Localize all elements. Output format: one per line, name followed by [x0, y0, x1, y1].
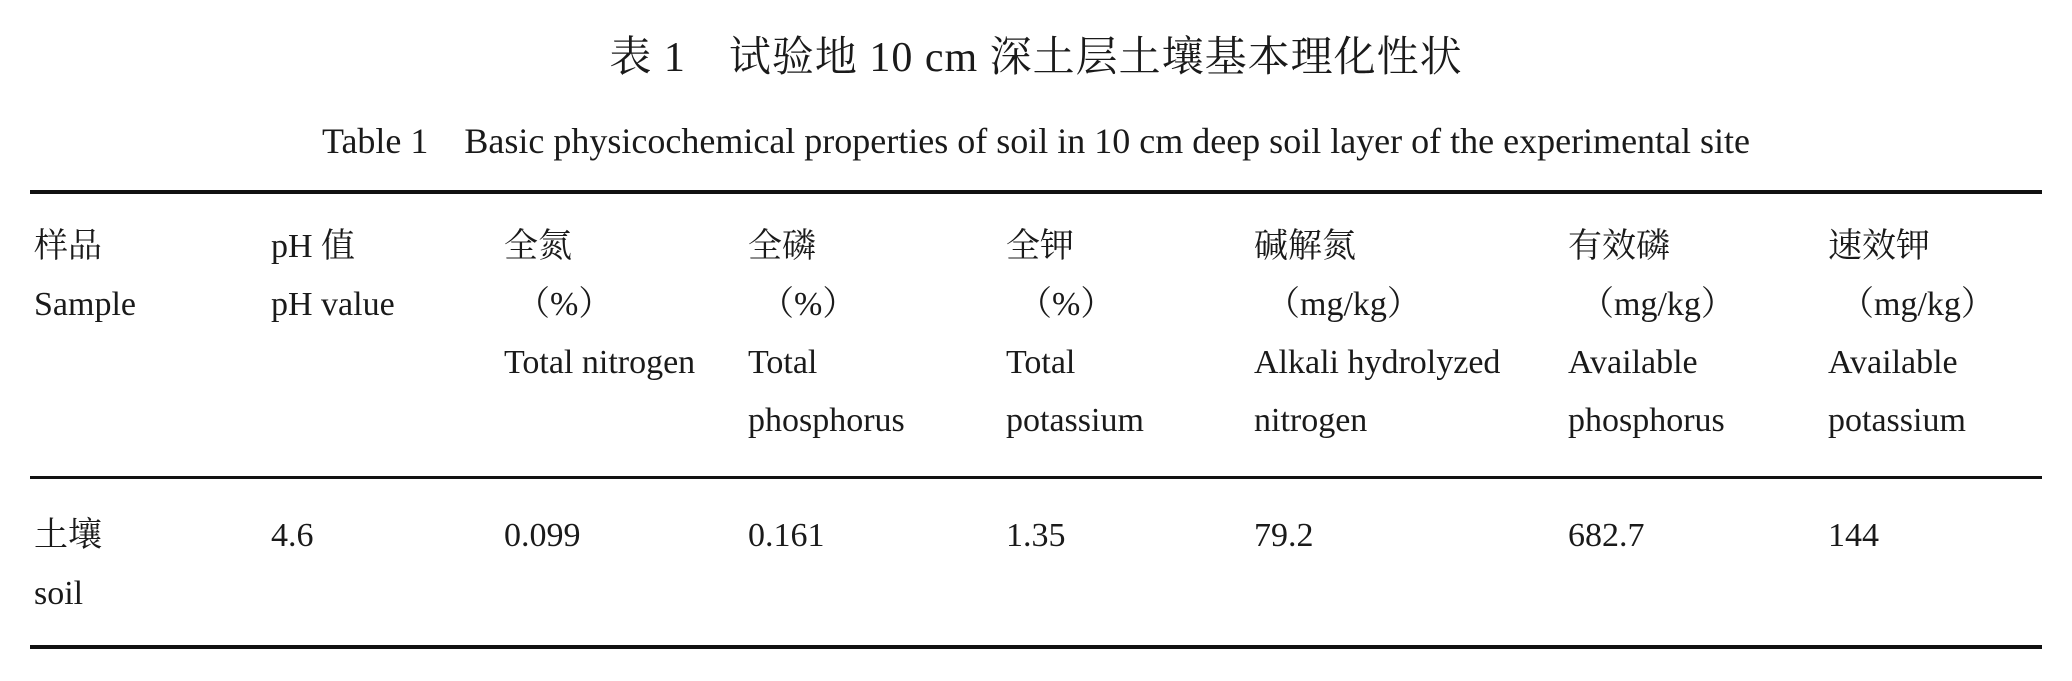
sample-name-zh: 土壤 — [34, 517, 102, 554]
header-unit: （%） — [516, 286, 613, 323]
header-label-en: potassium — [1006, 402, 1144, 439]
table-caption-en: Table 1 Basic physicochemical properties of soil in 10 cm deep soil layer of the experimental site — [321, 121, 1751, 161]
cell-available-potassium: 144 — [1828, 517, 1879, 554]
header-label-en: phosphorus — [1568, 402, 1725, 439]
header-label-zh: 全磷 — [748, 228, 816, 265]
header-total-phosphorus — [748, 218, 905, 450]
header-unit: （mg/kg） — [1266, 286, 1421, 323]
header-sample — [34, 218, 136, 334]
cell-available-phosphorus: 682.7 — [1568, 517, 1645, 554]
cell-alkali-hydrolyzed-nitrogen: 79.2 — [1254, 517, 1314, 554]
header-rule — [30, 476, 2042, 479]
header-label-en: pH value — [271, 286, 395, 323]
header-alkali-hydrolyzed-nitrogen — [1254, 218, 1500, 450]
header-ph — [271, 218, 395, 334]
header-unit: （mg/kg） — [1840, 286, 1995, 323]
header-total-nitrogen — [504, 218, 695, 392]
header-label-en: nitrogen — [1254, 402, 1368, 439]
table-caption-zh: 表 1 试验地 10 cm 深土层土壤基本理化性状 — [609, 35, 1463, 81]
header-unit: （%） — [760, 286, 857, 323]
header-label-en: Total — [1006, 344, 1076, 381]
header-label-en: Alkali hydrolyzed — [1254, 344, 1501, 381]
header-unit: （%） — [1018, 286, 1115, 323]
header-label-en: Total — [748, 344, 818, 381]
header-unit: （mg/kg） — [1580, 286, 1735, 323]
header-label-zh: 全氮 — [504, 228, 572, 265]
header-label-zh: 全钾 — [1006, 228, 1074, 265]
cell-total-nitrogen: 0.099 — [504, 517, 581, 554]
header-label-zh: pH 值 — [271, 228, 356, 265]
header-available-potassium — [1828, 218, 1995, 450]
header-label-en: Sample — [34, 286, 136, 323]
header-available-phosphorus — [1568, 218, 1735, 450]
header-label-en: phosphorus — [748, 402, 905, 439]
top-rule — [30, 190, 2042, 194]
sample-name-en: soil — [34, 575, 84, 612]
header-label-zh: 样品 — [34, 228, 102, 265]
header-label-en: potassium — [1828, 402, 1966, 439]
cell-total-phosphorus: 0.161 — [748, 517, 825, 554]
header-label-en: Available — [1828, 344, 1958, 381]
cell-sample — [34, 507, 102, 623]
header-label-zh: 有效磷 — [1568, 228, 1670, 265]
header-label-zh: 速效钾 — [1828, 228, 1930, 265]
header-label-en: Total nitrogen — [504, 344, 696, 381]
header-total-potassium — [1006, 218, 1144, 450]
cell-total-potassium: 1.35 — [1006, 517, 1066, 554]
cell-ph: 4.6 — [271, 517, 314, 554]
header-label-en: Available — [1568, 344, 1698, 381]
header-label-zh: 碱解氮 — [1254, 228, 1356, 265]
bottom-rule — [30, 645, 2042, 649]
